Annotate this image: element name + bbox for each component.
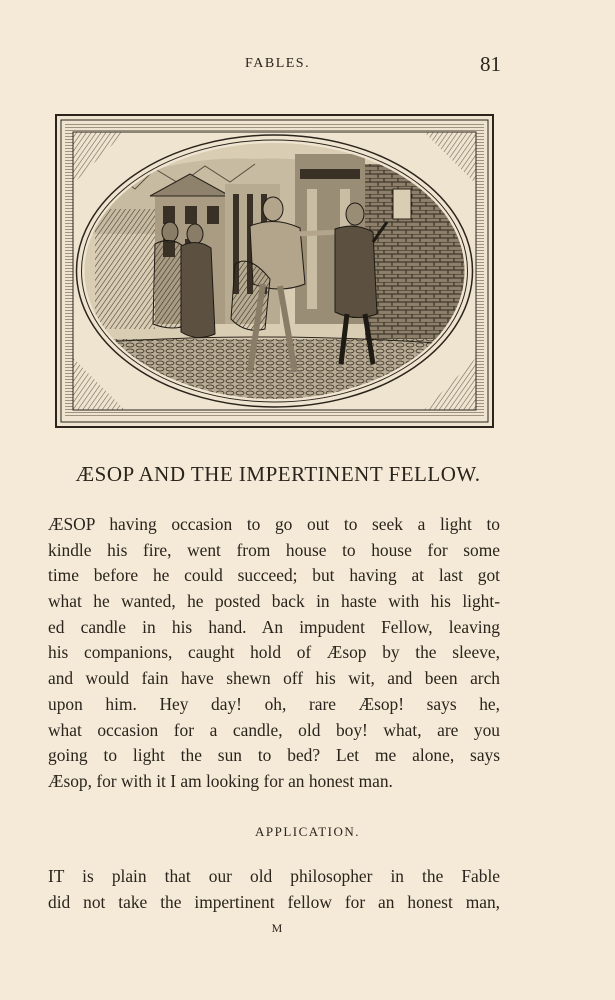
fable-text [48, 512, 500, 795]
signature-mark: M [271, 921, 284, 935]
text-line: what he wanted, he posted back in haste with his light- [48, 591, 500, 612]
text-line: Æsop, for with it I am looking for an honest man. [48, 770, 393, 791]
page-number: 81 [480, 52, 501, 76]
text-line: his companions, caught hold of Æsop by the sleeve, [48, 642, 500, 663]
text-line: kindle his fire, went from house to house for some [48, 539, 500, 560]
text-line: ed candle in his hand. An impudent Fellow, leaving [48, 616, 500, 637]
text-line: ÆSOP having occasion to go out to seek a light to [48, 514, 500, 534]
text-line: going to light the sun to bed? Let me alone, says [48, 745, 500, 766]
woodcut-illustration [55, 114, 494, 428]
text-line: time before he could succeed; but having at last got [48, 565, 500, 586]
fable-title: ÆSOP AND THE IMPERTINENT FELLOW. [75, 462, 481, 486]
running-title: FABLES. [245, 56, 311, 71]
page-header [0, 54, 615, 80]
text-line: IT is plain that our old philosopher in the Fable [48, 866, 500, 886]
text-line: upon him. Hey day! oh, rare Æsop! says he, [48, 693, 500, 714]
application-heading: APPLICATION. [254, 824, 361, 839]
text-line: what occasion for a candle, old boy! what, are you [48, 719, 500, 740]
application-text [48, 864, 500, 915]
text-line: did not take the impertinent fellow for an honest man, [48, 891, 500, 912]
text-line: and would fain have shewn off his wit, and been arch [48, 668, 500, 689]
